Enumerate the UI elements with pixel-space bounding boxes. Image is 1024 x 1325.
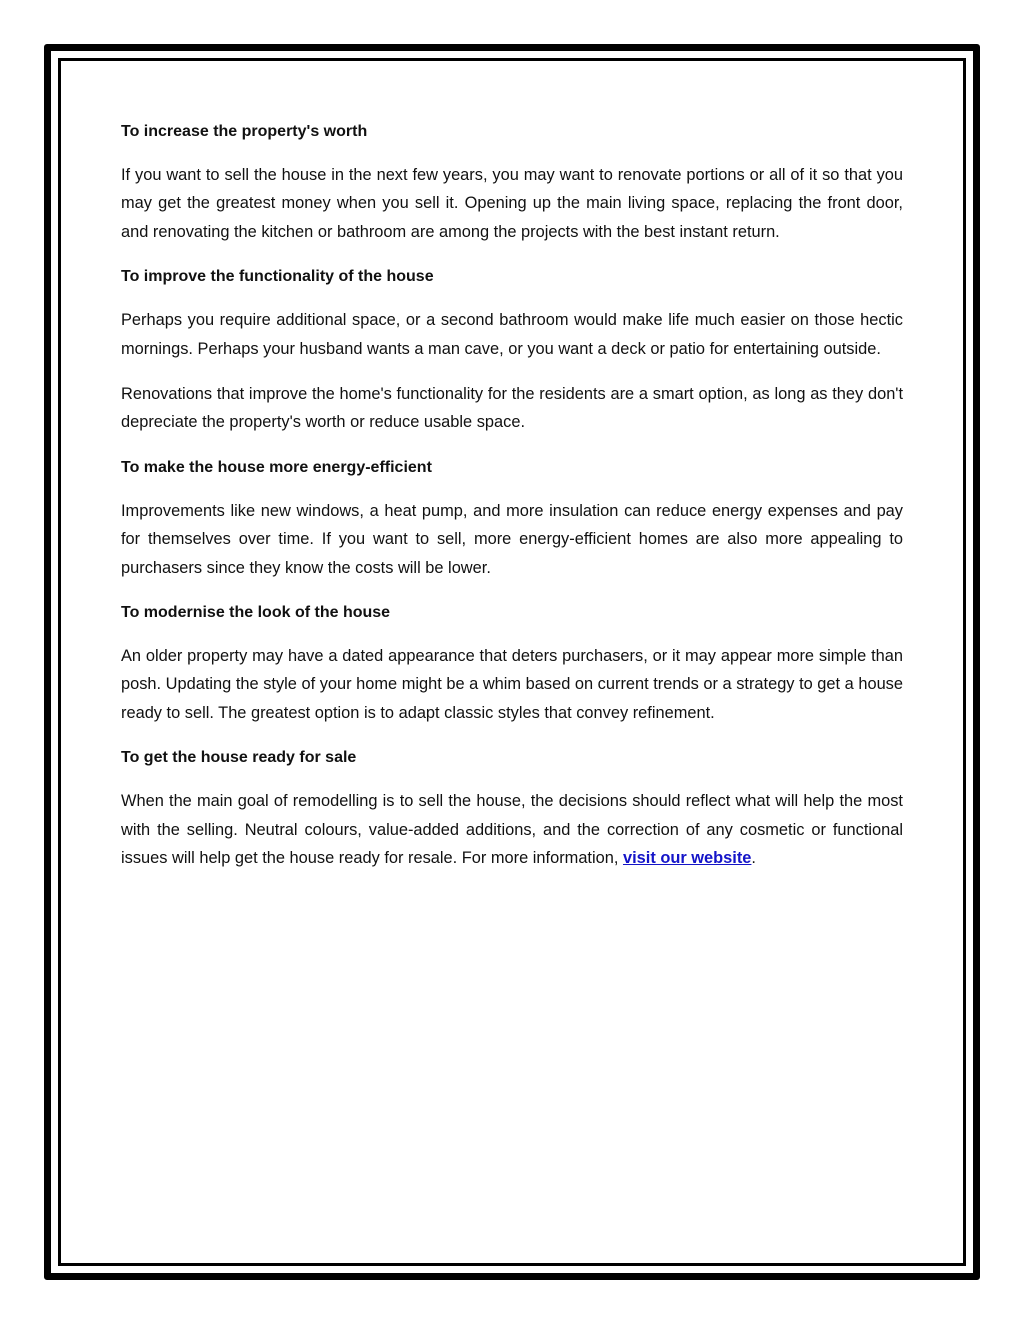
section-paragraph: Renovations that improve the home's functionality for the residents are a smart option, as long as they don't depreciate the property's worth or reduce usable space. bbox=[121, 385, 903, 432]
section-heading: To increase the property's worth bbox=[121, 123, 368, 140]
section-paragraph: If you want to sell the house in the next few years, you may want to renovate portions or all of it so that you may get the greatest money when you sell it. Opening up the main living space, replacing the front door, and renovating the kitchen or bathroom are among the projects with the best instant return. bbox=[121, 166, 903, 241]
section-modernise-look bbox=[121, 599, 903, 727]
section-functionality bbox=[121, 263, 903, 437]
paragraph-trailing-period: . bbox=[751, 849, 756, 868]
section-heading: To modernise the look of the house bbox=[121, 604, 391, 622]
document-body bbox=[121, 118, 903, 890]
section-energy-efficient bbox=[121, 454, 903, 582]
section-paragraph bbox=[121, 787, 903, 872]
section-ready-for-sale bbox=[121, 744, 903, 872]
visit-website-link[interactable]: visit our website bbox=[622, 849, 752, 868]
section-paragraph: An older property may have a dated appearance that deters purchasers, or it may appear more simple than posh. Updating the style of your home might be a whim based on current trends or a strategy to get a house ready to sell. The greatest option is to adapt classic styles that convey refinement. bbox=[121, 647, 903, 722]
section-property-worth bbox=[121, 118, 903, 246]
section-paragraph: Improvements like new windows, a heat pump, and more insulation can reduce energy expenses and pay for themselves over time. If you want to sell, more energy-efficient homes are also more appealing to purchasers since they know the costs will be lower. bbox=[121, 501, 903, 577]
paragraph-text: When the main goal of remodelling is to sell the house, the decisions should reflect what will help the most with the selling. Neutral colours, value-added additions, and the correction of any cosmetic or functional issues will help get the house ready for resale. For more information, bbox=[121, 792, 903, 868]
section-heading: To make the house more energy-efficient bbox=[121, 458, 432, 476]
section-heading: To get the house ready for sale bbox=[121, 749, 357, 767]
section-heading: To improve the functionality of the house bbox=[121, 268, 434, 286]
section-paragraph: Perhaps you require additional space, or a second bathroom would make life much easier on those hectic mornings. Perhaps your husband wants a man cave, or you want a deck or patio for entertaining outside. bbox=[121, 311, 903, 358]
